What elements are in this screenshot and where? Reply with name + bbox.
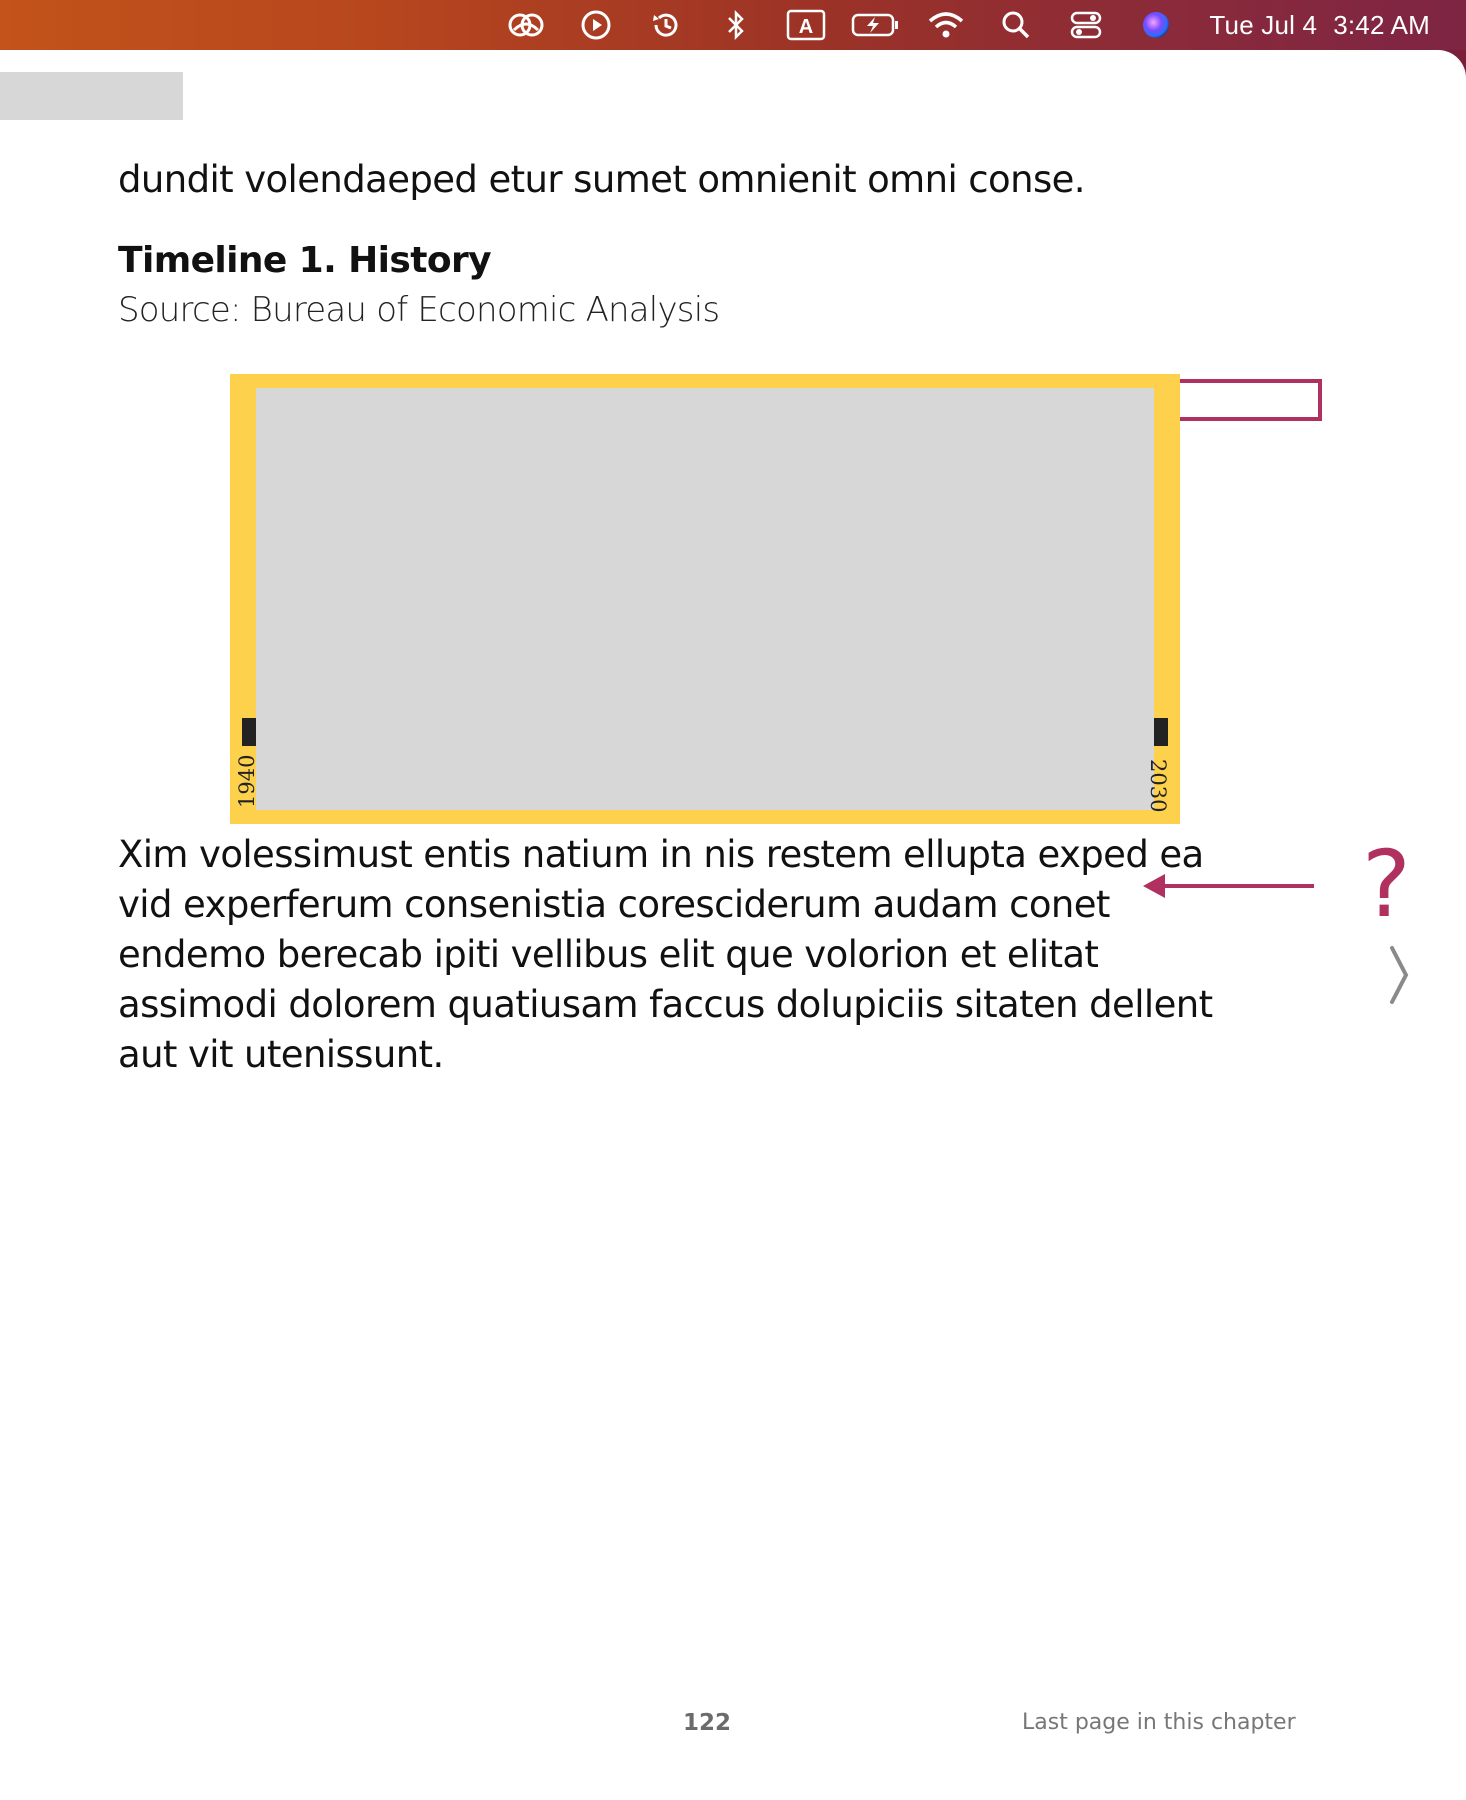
annotation-question-mark: ? [1362, 831, 1411, 938]
input-source-label: A [799, 16, 814, 38]
paragraph-1: dundit volendaeped etur sumet omnienit omni conse. [118, 158, 1085, 201]
bluetooth-icon[interactable] [701, 0, 771, 50]
timeline-start-year: 1940 [235, 754, 259, 808]
battery-charging-icon[interactable] [841, 0, 911, 50]
timeline-end-year: 2030 [1146, 759, 1170, 813]
placeholder-tab [0, 72, 183, 120]
next-page-chevron-icon[interactable] [1384, 944, 1414, 1006]
search-icon[interactable] [981, 0, 1051, 50]
timeline-figure[interactable] [230, 374, 1180, 824]
timeline-end-marker [1154, 718, 1168, 746]
control-center-icon[interactable] [1051, 0, 1121, 50]
paragraph-2: Xim volessimust entis natium in nis restem ellupta exped ea vid experferum consenistia coresciderum audam conet endemo berecab ipiti vellibus elit que volorion et elitat assimodi dolorem quatiusam faccus dolupiciis sitaten dellent aut vit utenissunt. [118, 833, 1213, 1076]
menu-bar-time[interactable]: 3:42 AM [1333, 9, 1430, 40]
input-source-icon[interactable] [771, 0, 841, 50]
siri-icon[interactable] [1121, 0, 1191, 50]
time-machine-icon[interactable] [631, 0, 701, 50]
wifi-icon[interactable] [911, 0, 981, 50]
timeline-start-marker [242, 718, 256, 746]
play-icon[interactable] [561, 0, 631, 50]
book-page [0, 50, 1466, 1800]
timeline-image-placeholder [256, 388, 1154, 810]
figure-source: Source: Bureau of Economic Analysis [118, 290, 720, 330]
page-number: 122 [683, 1710, 732, 1736]
figure-title: Timeline 1. History [118, 240, 491, 281]
chapter-status: Last page in this chapter [1022, 1710, 1296, 1735]
menu-bar-date[interactable]: Tue Jul 4 [1209, 9, 1318, 40]
menu-bar [0, 0, 1466, 50]
creative-cloud-icon[interactable] [491, 0, 561, 50]
